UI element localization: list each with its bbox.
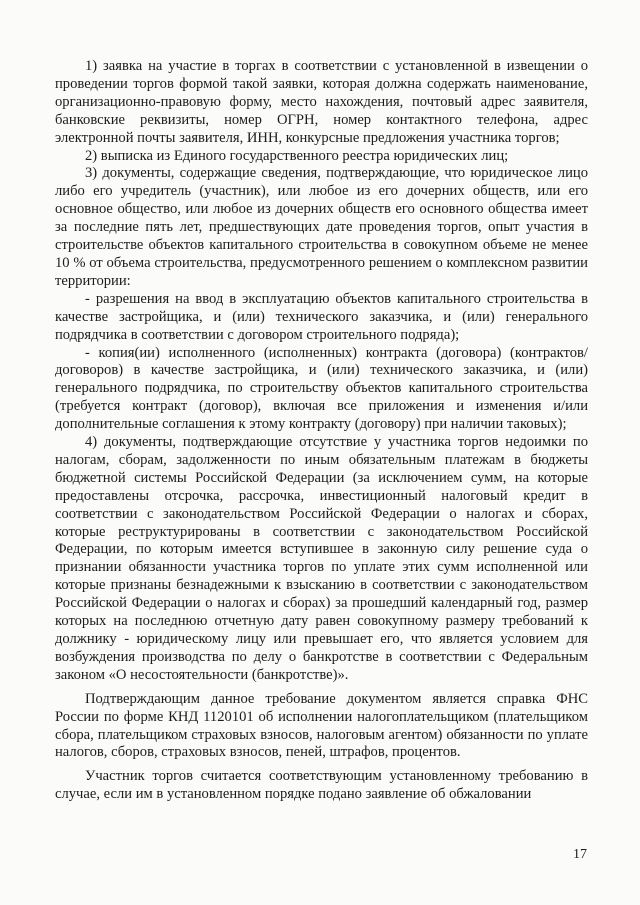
paragraph-no-arrears: 4) документы, подтверждающие отсутствие у участника торгов недоимки по налогам, сборам, задолженности по иным обязательным платежам в бюджеты бюджетной системы Российской Федерации (за исключением сумм, на которые предоставлены отсрочка, рассрочка, инвестиционный налоговый кредит в соответствии с законодательством Российской Федерации о налогах и сборах, которые реструктурированы в соответствии с законодательством Российской Федерации, по которым имеется вступившее в законную силу решение суда о признании обязанности участника торгов по уплате этих сумм исполненной или которые признаны безнадежными к взысканию в соответствии с законодательством Российской Федерации о налогах и сборах) за прошедший календарный год, размер которых на последнюю отчетную дату равен совокупному размеру требований к должнику - юридическому лицу или превышает его, что является условием для возбуждения производства по делу о банкротстве в соответствии с Федеральным законом «О несостоятельности (банкротстве)». [55,434,588,683]
paragraph-commissioning-permits: - разрешения на ввод в эксплуатацию объектов капитального строительства в качестве застройщика, и (или) технического заказчика, и (или) генерального подрядчика в соответствии с договором строительного подряда); [55,290,588,343]
paragraph-registry-extract: 2) выписка из Единого государственного реестра юридических лиц; [85,147,509,164]
paragraph-compliance: Участник торгов считается соответствующим установленному требованию в случае, если им в установленном порядке подано заявление об обжаловании [55,768,588,803]
document-body [55,58,588,804]
paragraph-fns-certificate: Подтверждающим данное требование документом является справка ФНС России по форме КНД 1120101 об исполнении налогоплательщиком (плательщиком сбора, плательщиком страховых взносов, налоговым агентом) обязанности по уплате налогов, сборов, страховых взносов, пеней, штрафов, процентов. [55,690,588,761]
page-number: 17 [573,847,587,862]
paragraph-contract-copies: - копия(ии) исполненного (исполненных) контракта (договора) (контрактов/договоров) в качестве застройщика, и (или) технического заказчика, и (или) генерального подрядчика, по строительству объектов капитального строительства (требуется контракт (договор), включая все приложения и изменения и/или дополнительные соглашения к этому контракту (договору) при наличии таковых); [55,344,588,433]
paragraph-experience-documents: 3) документы, содержащие сведения, подтверждающие, что юридическое лицо либо его учредитель (участник), или любое из его дочерних обществ, или его основное общество, или любое из дочерних обществ его основного общества имеет за последние пять лет, предшествующих дате проведения торгов, опыт участия в строительстве объектов капитального строительства в совокупном объеме не менее 10 % от объема строительства, предусмотренного решением о комплексном развитии территории: [55,165,588,289]
paragraph-application: 1) заявка на участие в торгах в соответствии с установленной в извещении о проведении торгов формой такой заявки, которая должна содержать наименование, организационно-правовую форму, место нахождения, почтовый адрес заявителя, банковские реквизиты, номер ОГРН, номер контактного телефона, адрес электронной почты заявителя, ИНН, конкурсные предложения участника торгов; [55,58,588,146]
